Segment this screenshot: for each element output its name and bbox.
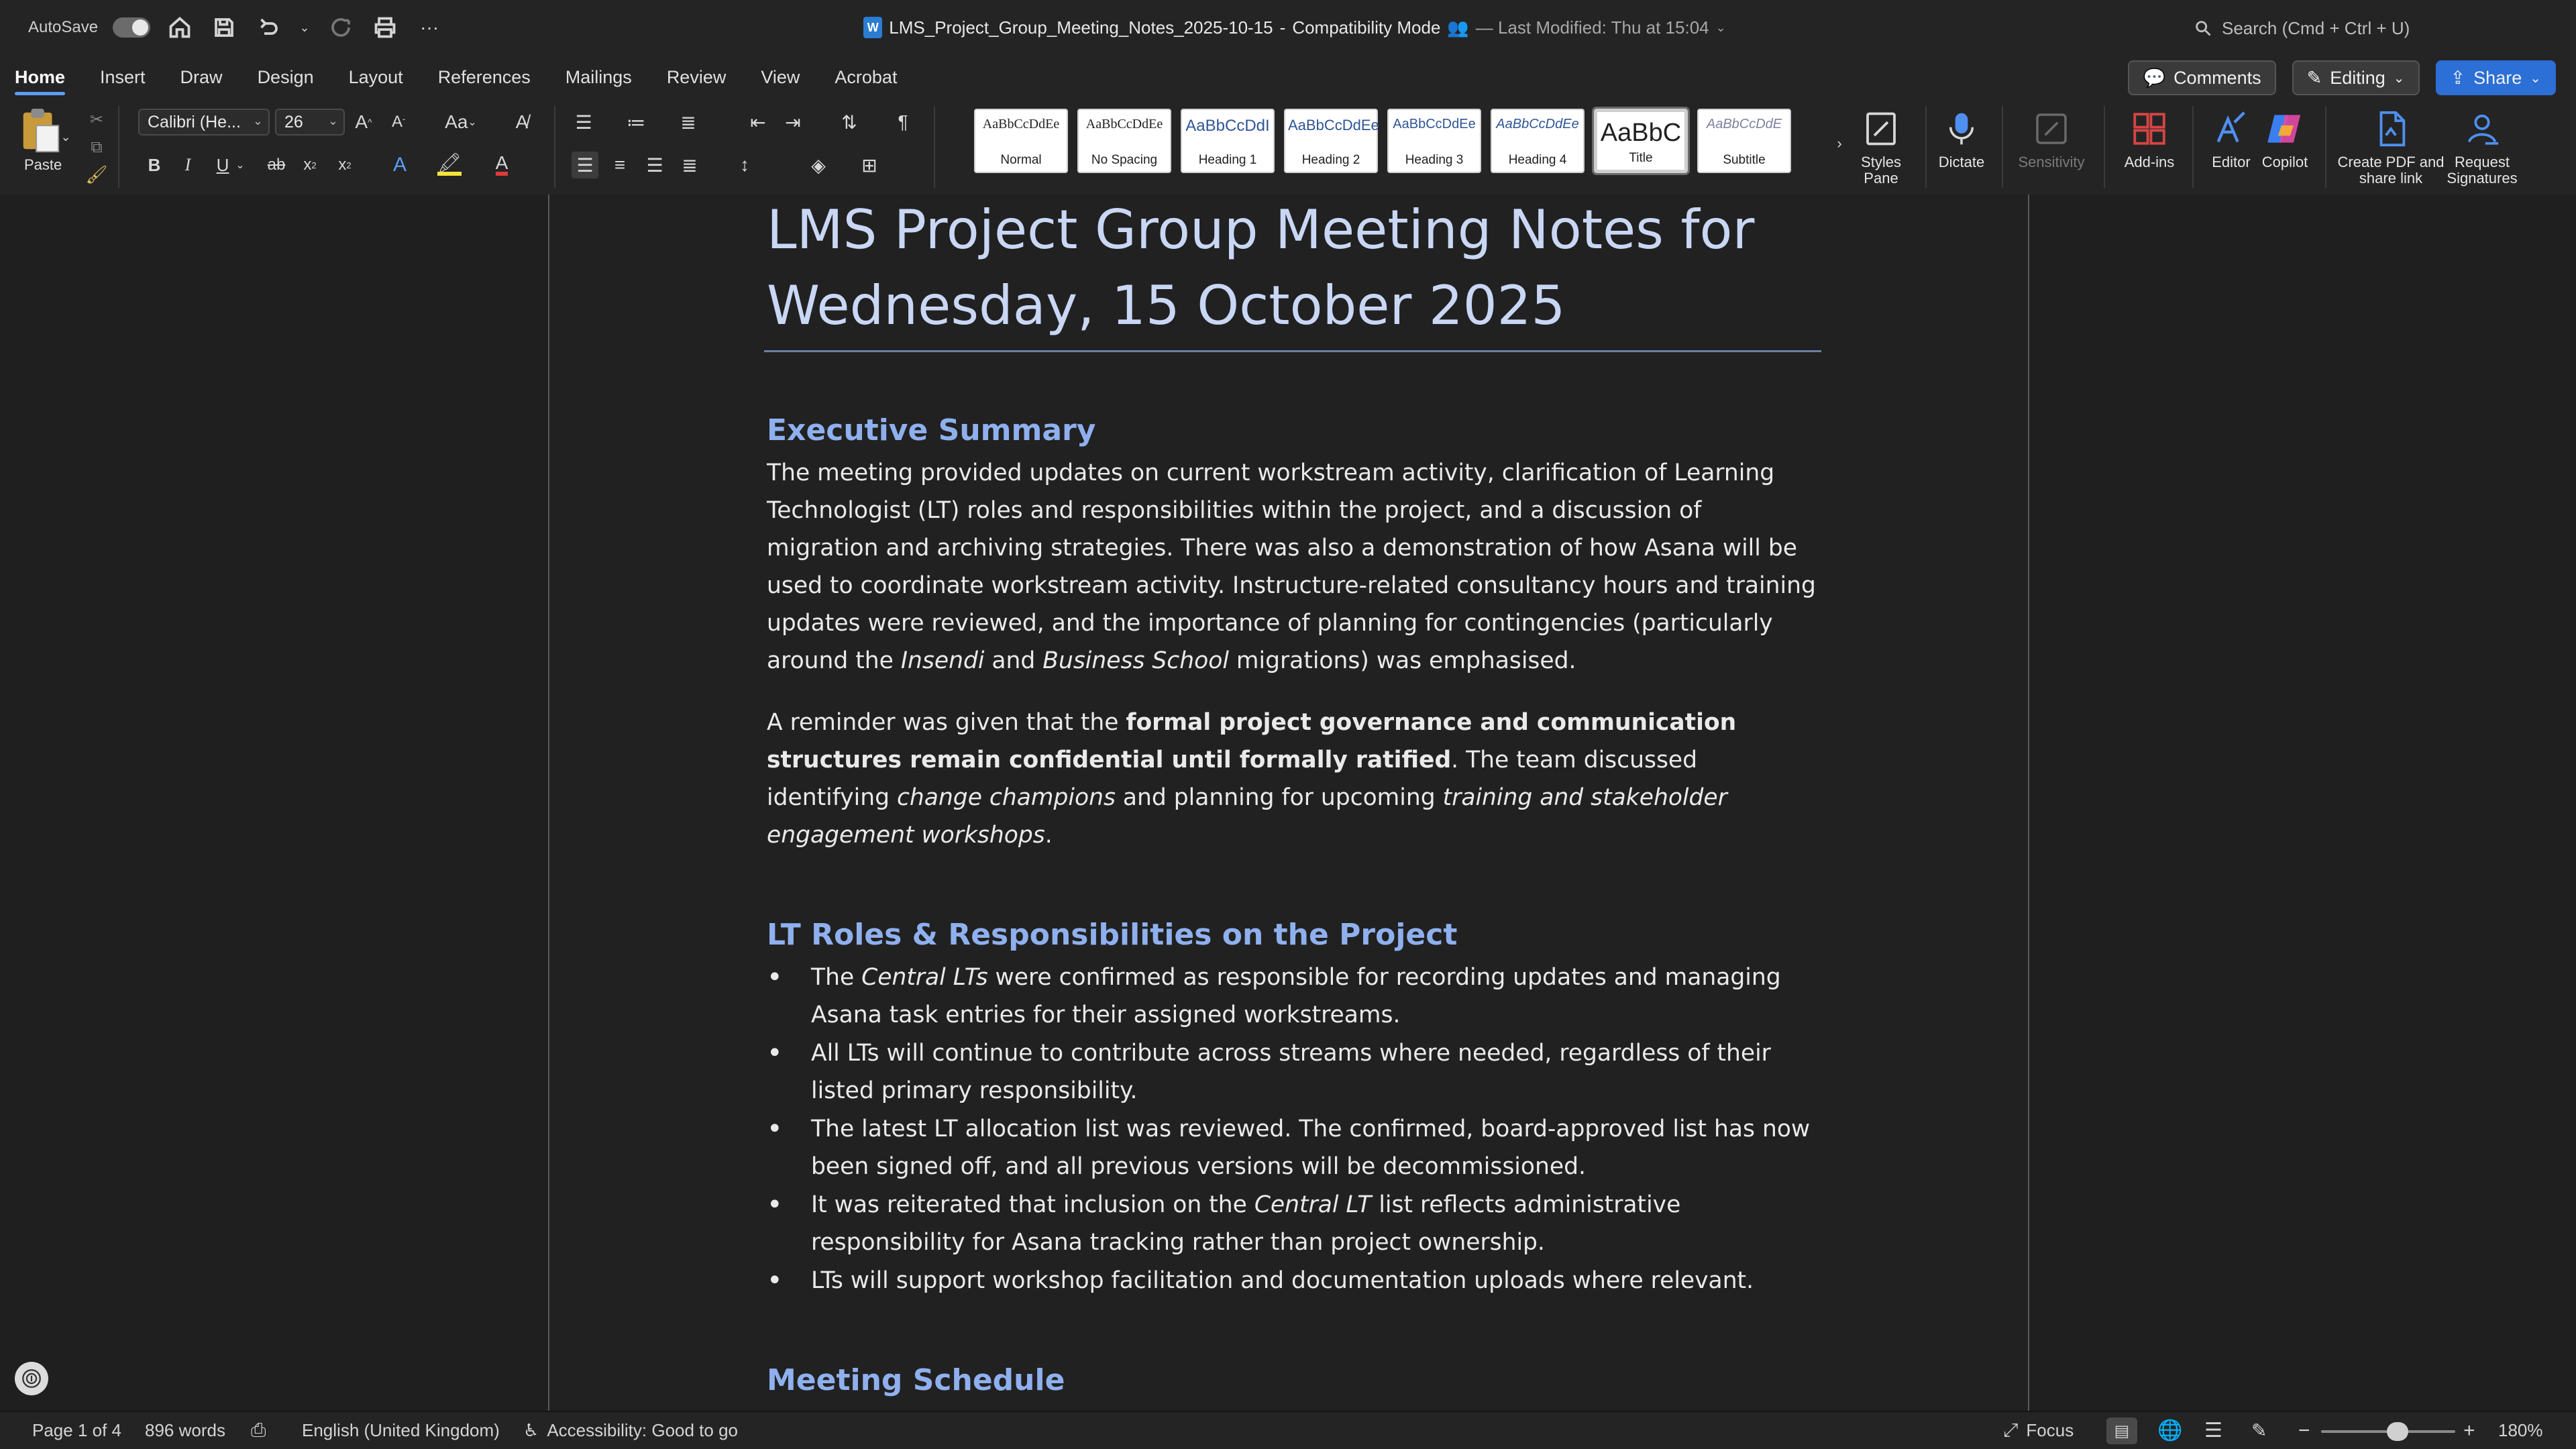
tab-review[interactable]: Review (666, 66, 727, 87)
change-case-icon[interactable]: Aa ⌄ (445, 111, 477, 132)
zoom-level-label: 180% (2498, 1420, 2543, 1440)
paste-label: Paste (24, 156, 62, 173)
draft-view-icon[interactable]: ✎ (2251, 1420, 2267, 1441)
print-layout-icon[interactable]: ▤ (2106, 1417, 2137, 1444)
share-icon: ⇪ (2450, 67, 2466, 88)
search-icon (2194, 19, 2212, 38)
word-document-icon: W (863, 17, 882, 38)
style-name: Subtitle (1723, 153, 1766, 167)
style-name: Normal (1000, 153, 1042, 167)
tab-references[interactable]: References (437, 66, 531, 87)
divider (934, 106, 935, 188)
request-signatures-button[interactable] (2442, 106, 2522, 186)
styles-pane-button[interactable] (1841, 106, 1921, 186)
heading-executive-summary[interactable]: Executive Summary (767, 413, 1096, 447)
document-content[interactable] (767, 195, 1819, 1442)
proofing-icon[interactable]: ⎙ (251, 1419, 266, 1440)
compatibility-mode: Compatibility Mode (1292, 17, 1441, 38)
autosave-toggle[interactable] (113, 17, 150, 38)
copilot-button[interactable] (2245, 106, 2325, 170)
font-name-select[interactable] (138, 109, 270, 136)
decrease-indent-icon[interactable]: ⇤ (750, 111, 766, 133)
style-sample: AaBbCcDdEe (1288, 117, 1379, 133)
style-subtitle[interactable] (1697, 109, 1791, 173)
copilot-icon (2262, 106, 2308, 152)
language[interactable] (302, 1412, 500, 1449)
title-chevron-down-icon[interactable]: ⌄ (1715, 20, 1726, 34)
align-center-icon[interactable]: ≡ (614, 154, 626, 175)
italic-icon[interactable]: I (184, 155, 191, 174)
italic-run: Insendi (900, 647, 985, 674)
bullet-list (767, 959, 1819, 1299)
borders-icon[interactable]: ⊞ (861, 154, 877, 176)
search-placeholder: Search (Cmd + Ctrl + U) (2222, 17, 2410, 38)
grow-font-icon[interactable]: A ^ (355, 111, 372, 132)
size-chevron-icon: ⌄ (327, 114, 338, 127)
font-size-value: 26 (284, 112, 303, 131)
shrink-font-icon[interactable]: A ˇ (391, 113, 405, 131)
undo-dropdown-chevron-icon[interactable]: ⌄ (299, 20, 310, 34)
status-bar (0, 1411, 2576, 1449)
paragraph[interactable] (767, 454, 1819, 680)
gallery-more-icon[interactable]: › (1837, 135, 1842, 152)
divider (2002, 106, 2003, 188)
style-sample: AaBbCcDdEe (1393, 117, 1476, 131)
title-bar (0, 0, 2576, 55)
shading-icon[interactable]: ◈ (811, 154, 826, 176)
style-heading-2[interactable] (1284, 109, 1378, 173)
italic-run: change champions (896, 784, 1116, 811)
tab-mailings[interactable]: Mailings (565, 66, 632, 87)
italic-run: training and stakeholder engagement workshops (767, 784, 1727, 849)
pencil-icon: ✎ (2306, 67, 2322, 88)
focus-label: Focus (2026, 1420, 2074, 1440)
cut-icon[interactable]: ✂ (89, 110, 104, 129)
document-title[interactable]: LMS Project Group Meeting Notes for Wednesday, 15 October 2025 (767, 199, 1755, 337)
tab-acrobat[interactable]: Acrobat (835, 66, 898, 87)
style-sample: AaBbCcDdEe (1085, 117, 1163, 131)
dictate-button[interactable] (1921, 106, 2002, 170)
align-right-icon[interactable]: ☰ (646, 154, 663, 176)
text-run: A reminder was given that the (767, 709, 1126, 736)
sensitivity-button[interactable] (2011, 106, 2092, 170)
zoom-out-icon[interactable]: − (2298, 1419, 2310, 1442)
document-title-area[interactable] (859, 0, 1731, 55)
editor-label: Editor (2212, 154, 2251, 170)
zoom-in-icon[interactable]: + (2463, 1419, 2475, 1442)
fingerprint-icon[interactable] (15, 1362, 48, 1395)
create-pdf-button[interactable] (2330, 106, 2451, 186)
tab-insert[interactable]: Insert (100, 66, 146, 87)
add-ins-button[interactable] (2109, 106, 2190, 170)
tab-home[interactable]: Home (0, 55, 83, 99)
text-run: and planning for upcoming (1115, 784, 1443, 811)
copy-icon[interactable]: ⧉ (91, 138, 103, 156)
sort-icon[interactable]: ⇅ (841, 111, 857, 133)
list-item[interactable] (767, 959, 1819, 1034)
list-item[interactable]: • The latest LT allocation list was reviewed. The confirmed, board-approved list has now been signed off, and all previous versions will be decommissioned. (767, 1110, 1819, 1185)
style-normal[interactable] (974, 109, 1068, 173)
create-pdf-icon (2368, 106, 2414, 152)
divider (2325, 106, 2326, 188)
ribbon-tabs (0, 55, 2576, 99)
font-color-icon[interactable]: A (488, 152, 515, 178)
sensitivity-label: Sensitivity (2018, 154, 2085, 170)
tab-layout[interactable]: Layout (348, 66, 403, 87)
italic-run: Central LTs (861, 964, 988, 991)
show-formatting-marks-icon[interactable]: ¶ (898, 111, 908, 132)
style-name: Heading 3 (1405, 153, 1464, 167)
bullets-icon[interactable]: ☰ (575, 111, 592, 133)
zoom-slider-handle[interactable] (2387, 1422, 2408, 1441)
paragraph[interactable] (767, 704, 1819, 854)
add-ins-icon (2127, 106, 2172, 152)
styles-pane-icon (1858, 106, 1904, 152)
underline-dropdown-icon[interactable]: ⌄ (235, 160, 245, 171)
strikethrough-icon[interactable]: ab (267, 156, 286, 174)
share-chevron-down-icon: ⌄ (2530, 70, 2541, 86)
outline-view-icon[interactable]: ☰ (2204, 1419, 2222, 1442)
bold-run: formal project governance and communication structures remain confidential until formally ratified (767, 709, 1737, 773)
style-name: Heading 4 (1508, 153, 1567, 167)
language-label: English (United Kingdom) (302, 1420, 500, 1440)
underline-icon[interactable]: U (216, 154, 229, 175)
font-name-value: Calibri (He... (148, 112, 241, 131)
editing-mode-button[interactable] (2292, 60, 2420, 95)
styles-gallery (974, 109, 1791, 188)
title-separator: - (1279, 17, 1286, 38)
home-icon[interactable] (165, 13, 195, 42)
text-run: . (1044, 822, 1053, 849)
request-signatures-label: Request Signatures (2447, 154, 2518, 186)
font-size-select[interactable] (275, 109, 345, 136)
page-count[interactable] (32, 1412, 121, 1449)
text-run: list reflects administrative responsibility for Asana tracking rather than project ownership. (811, 1191, 1681, 1256)
editing-label: Editing (2330, 67, 2385, 88)
share-label: Share (2473, 67, 2522, 88)
text-run: . The team discussed identifying (767, 747, 1698, 811)
accessibility-checker[interactable] (523, 1412, 738, 1449)
style-heading-3[interactable] (1387, 109, 1481, 173)
ribbon-home (0, 99, 2576, 196)
print-icon[interactable] (370, 13, 400, 42)
highlight-icon[interactable]: 🖍 (436, 152, 463, 178)
document-name: LMS_Project_Group_Meeting_Notes_2025-10-15 (889, 17, 1273, 38)
list-item[interactable]: • LTs will support workshop facilitation and documentation uploads where relevant. (767, 1262, 1819, 1299)
superscript-icon[interactable]: x 2 (338, 156, 352, 174)
microphone-icon (1939, 106, 1984, 152)
change-case-label: Aa (445, 111, 468, 132)
text-run: migrations) was emphasised. (1228, 647, 1576, 674)
style-name: Title (1629, 151, 1653, 165)
word-count[interactable] (145, 1412, 225, 1449)
multilevel-list-icon[interactable]: ≣ (680, 111, 696, 133)
italic-run: Central LT (1254, 1191, 1372, 1218)
style-title[interactable] (1594, 109, 1688, 173)
undo-icon[interactable] (254, 13, 283, 42)
style-heading-4[interactable] (1491, 109, 1585, 173)
word-count-label: 896 words (145, 1420, 225, 1440)
tab-design[interactable]: Design (257, 66, 314, 87)
style-sample: AaBbCcDdEe (982, 117, 1060, 131)
save-icon[interactable] (209, 13, 239, 42)
format-painter-icon[interactable]: 🖌 (85, 164, 108, 184)
style-name: Heading 2 (1301, 153, 1360, 167)
document-page[interactable] (548, 195, 2029, 1411)
web-layout-icon[interactable]: 🌐 (2157, 1419, 2183, 1442)
align-left-icon[interactable]: ☰ (572, 152, 598, 178)
chevron-down-icon: ⌄ (2393, 70, 2405, 86)
accessibility-label: Accessibility: Good to go (547, 1420, 739, 1440)
style-sample: AaBbCcDdEe (1496, 117, 1579, 131)
comment-icon: 💬 (2143, 68, 2166, 88)
create-pdf-label: Create PDF and share link (2337, 154, 2445, 186)
share-button[interactable] (2436, 60, 2556, 95)
shared-people-icon: 👥 (1447, 17, 1469, 38)
style-heading-1[interactable] (1181, 109, 1275, 173)
increase-indent-icon[interactable]: ⇥ (785, 111, 801, 133)
sensitivity-icon (2029, 106, 2074, 152)
styles-pane-label: Styles Pane (1861, 154, 1901, 186)
bold-icon[interactable]: B (148, 154, 161, 175)
style-name: No Spacing (1091, 153, 1158, 167)
line-spacing-icon[interactable]: ↕ (740, 154, 749, 175)
divider (118, 106, 119, 188)
text-run: and (984, 647, 1043, 674)
style-sample: AaBbC (1600, 119, 1682, 147)
text-run: The meeting provided updates on current workstream activity, clarification of Learning Technologist (LT) roles and responsibilities within the project, and a discussion of migration and archiving strategies. There was also a demonstration of how Asana will be used to coordinate workstream activity. Instructure-related consultancy hours and training updates were reviewed, and the importance of planning for contingencies (particularly around the (767, 460, 1816, 674)
text-run: It was reiterated that inclusion on the (811, 1191, 1254, 1218)
text-run: The (811, 964, 862, 991)
signature-icon (2459, 106, 2505, 152)
style-sample: AaBbCcDdE (1706, 117, 1782, 131)
text-run: were confirmed as responsible for recording updates and managing Asana task entries for their assigned workstreams. (811, 964, 1781, 1028)
more-icon[interactable]: ··· (420, 17, 439, 38)
title-underline (764, 350, 1821, 352)
redo-icon[interactable] (326, 13, 356, 42)
heading-lt-roles[interactable]: LT Roles & Responsibilities on the Project (767, 918, 1458, 952)
italic-run: Business School (1042, 647, 1229, 674)
paste-icon[interactable] (19, 107, 62, 154)
zoom-level[interactable] (2498, 1412, 2543, 1449)
comments-label: Comments (2174, 67, 2261, 88)
style-no-spacing[interactable] (1077, 109, 1171, 173)
divider (2104, 106, 2105, 188)
text-effects-icon[interactable]: A (392, 154, 407, 176)
style-sample: AaBbCcDdI (1185, 117, 1270, 135)
dictate-label: Dictate (1938, 154, 1985, 170)
page-count-label: Page 1 of 4 (32, 1420, 121, 1440)
list-item[interactable]: • All LTs will continue to contribute across streams where needed, regardless of their listed primary responsibility. (767, 1034, 1819, 1110)
font-chevron-icon: ⌄ (252, 114, 263, 127)
comments-button[interactable] (2128, 60, 2275, 95)
divider (554, 106, 555, 188)
document-canvas[interactable] (0, 195, 2576, 1411)
add-ins-label: Add-ins (2124, 154, 2175, 170)
last-modified: — Last Modified: Thu at 15:04 (1475, 17, 1709, 38)
accessibility-icon: ♿ (523, 1420, 539, 1440)
heading-meeting-schedule[interactable]: Meeting Schedule (767, 1363, 1065, 1397)
autosave-label: AutoSave (28, 18, 99, 36)
copilot-label: Copilot (2261, 154, 2308, 170)
paste-dropdown-icon[interactable]: ⌄ (60, 129, 71, 144)
clear-formatting-icon[interactable]: A̸ (515, 111, 529, 132)
list-item[interactable] (767, 1186, 1819, 1261)
tab-draw[interactable]: Draw (180, 66, 223, 87)
search-box[interactable] (2194, 13, 2475, 43)
focus-button[interactable] (2003, 1412, 2074, 1449)
justify-icon[interactable]: ≣ (682, 154, 698, 176)
numbering-icon[interactable]: ≔ (627, 111, 645, 133)
tab-view[interactable]: View (761, 66, 800, 87)
focus-icon: ⤢ (2003, 1419, 2019, 1440)
subscript-icon[interactable]: x 2 (303, 156, 317, 174)
style-name: Heading 1 (1198, 153, 1257, 167)
